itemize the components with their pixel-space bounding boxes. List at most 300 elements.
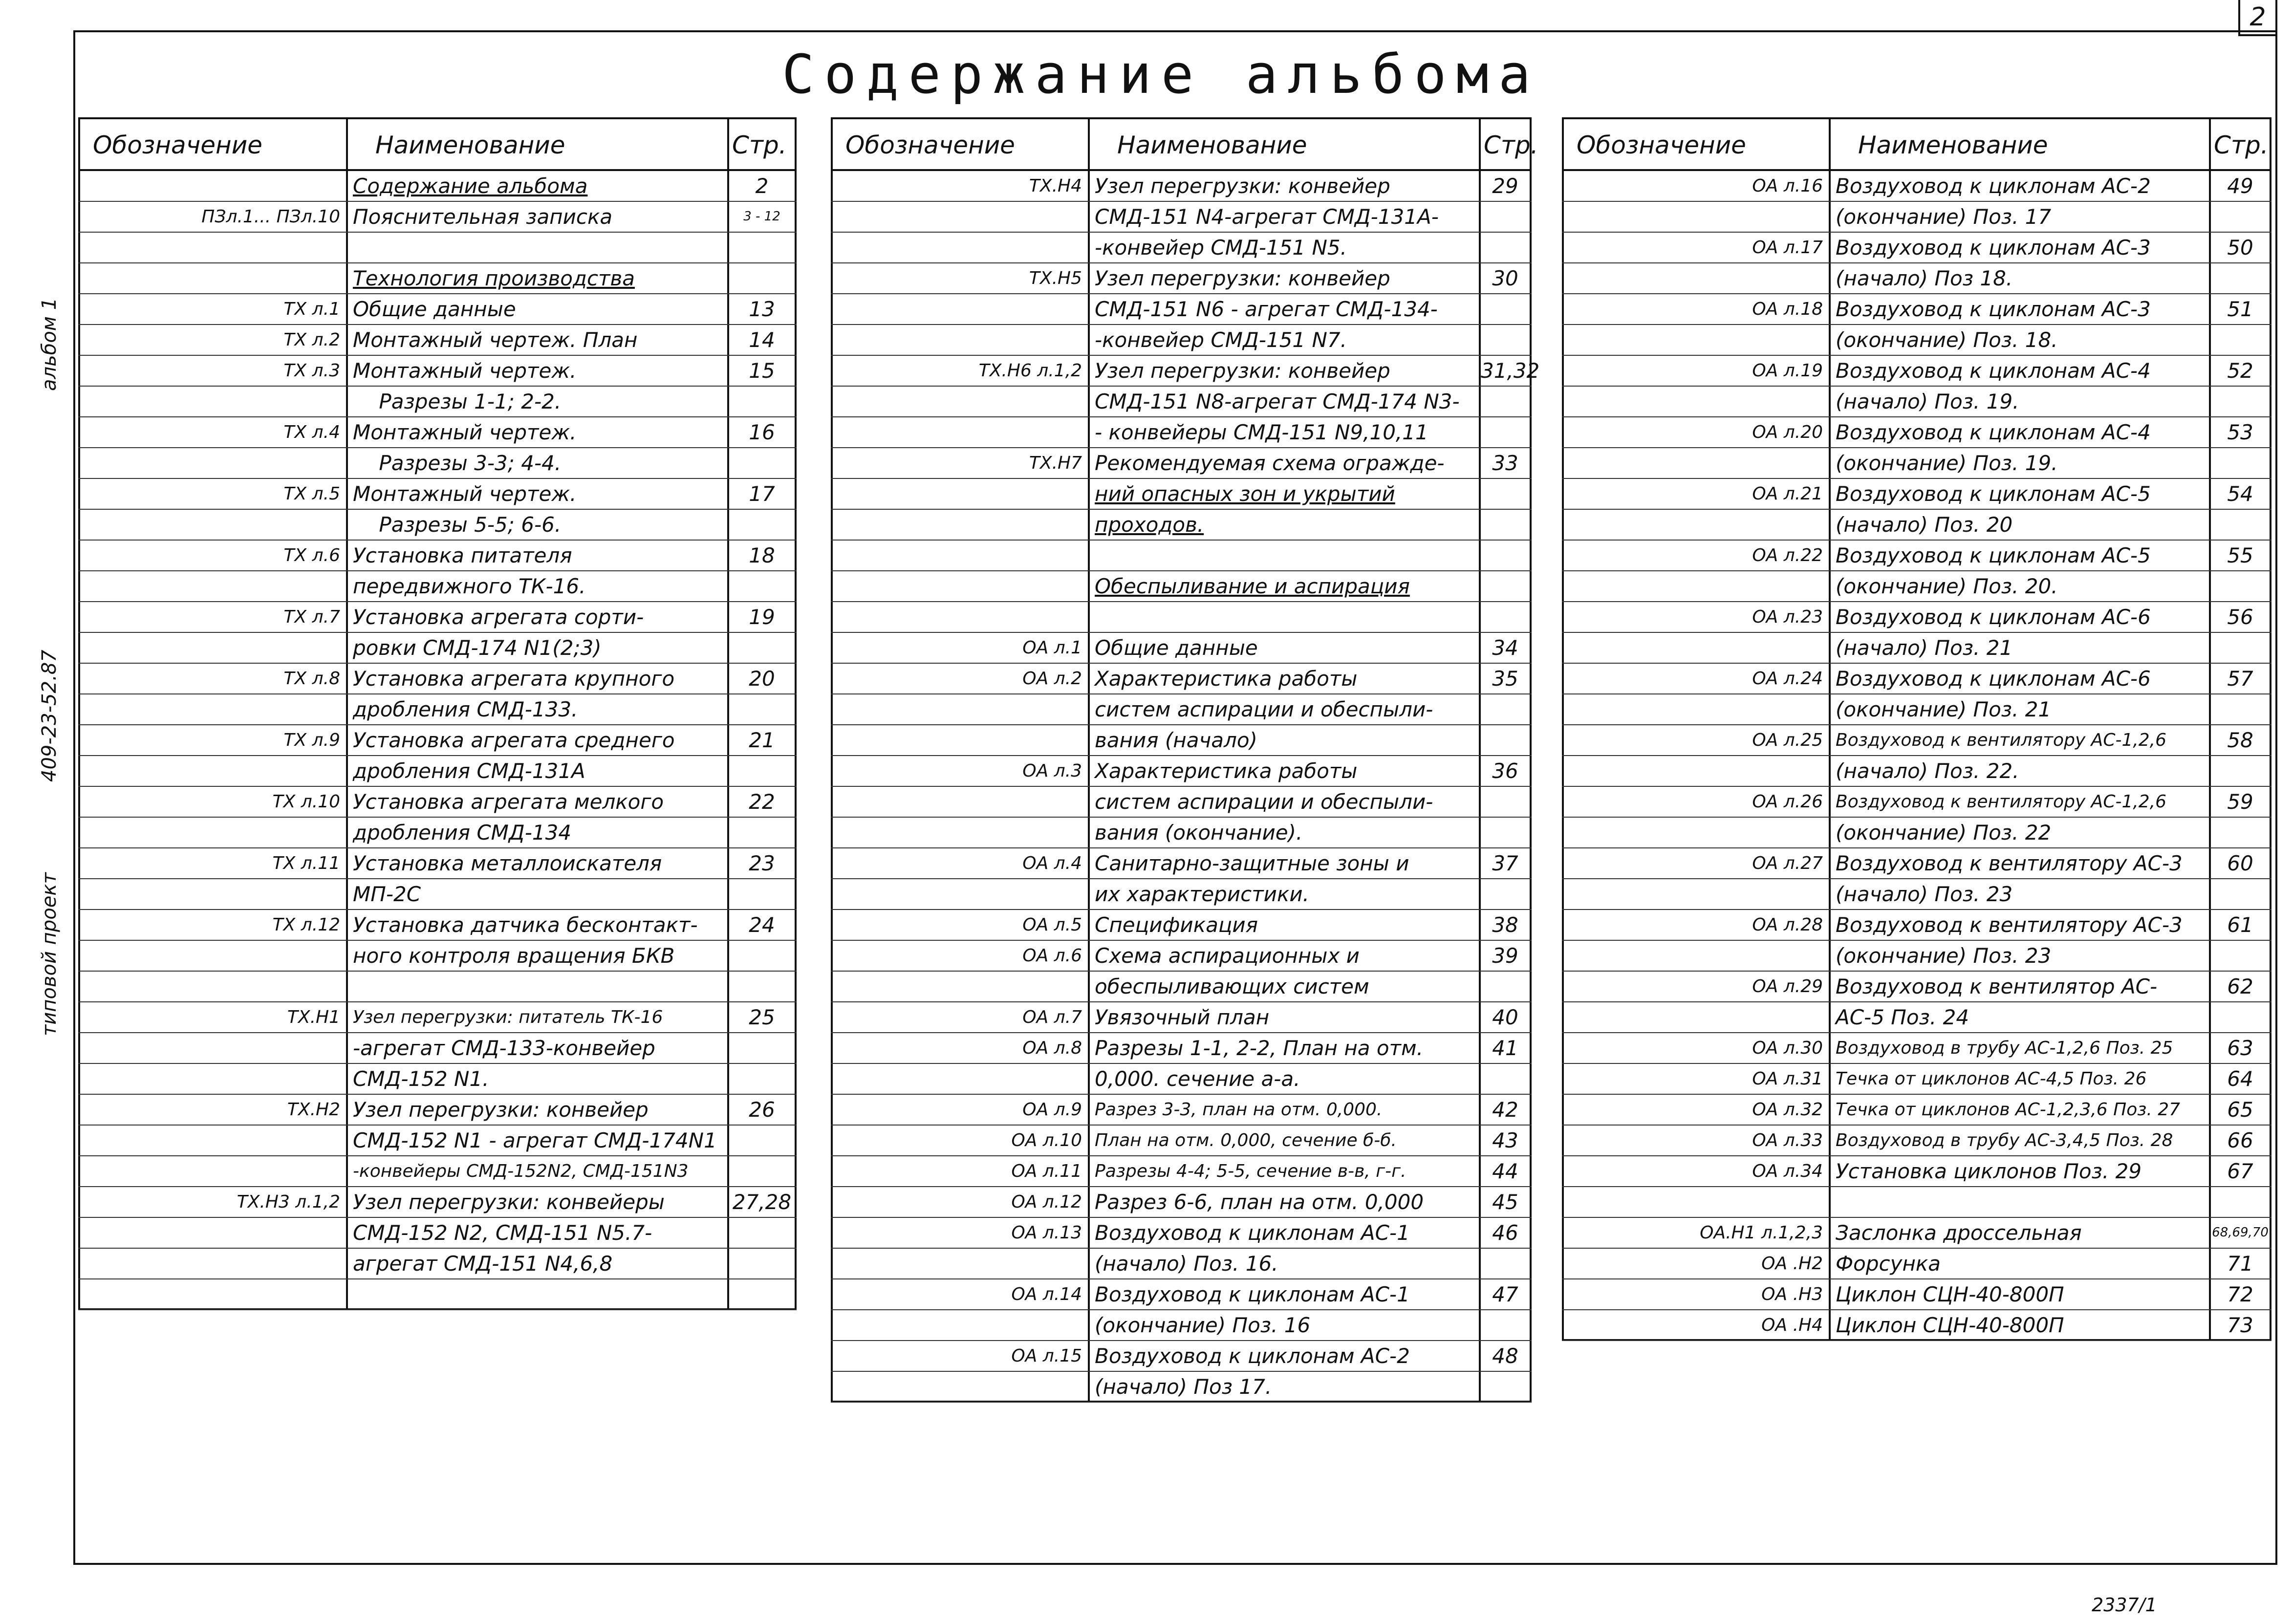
name-cell: Установка питателя — [353, 543, 572, 567]
name-cell: Воздуховод к циклонам АС-6 — [1836, 605, 2151, 629]
designation-cell — [831, 972, 1082, 1001]
name-cell: Установка агрегата крупного — [353, 667, 675, 691]
name-cell: Общие данные — [353, 297, 516, 321]
name-cell: Увязочный план — [1095, 1005, 1270, 1029]
designation-cell — [78, 941, 340, 971]
designation-cell — [78, 1033, 340, 1063]
page-cell: 17 — [749, 482, 775, 506]
page-cell: 13 — [749, 297, 775, 321]
table-row — [1562, 1249, 2271, 1279]
name-cell: Воздуховод к циклонам АС-1 — [1095, 1221, 1410, 1245]
designation-cell — [831, 202, 1082, 232]
name-cell: - конвейеры СМД-151 N9,10,11 — [1095, 420, 1428, 444]
name-cell: Характеристика работы — [1095, 667, 1358, 691]
name-cell: (окончание) Поз. 21 — [1836, 697, 2052, 721]
designation-cell — [831, 787, 1082, 817]
table-row — [78, 972, 797, 1002]
name-cell: (начало) Поз. 23 — [1836, 882, 2013, 906]
page-cell: 25 — [749, 1005, 775, 1029]
table-row — [1562, 818, 2271, 848]
page-cell — [729, 510, 795, 540]
designation-cell — [831, 479, 1082, 509]
name-cell: Узел перегрузки: конвейер — [1095, 359, 1390, 383]
page-cell — [2211, 879, 2270, 909]
table-row — [831, 818, 1532, 848]
designation-cell: ОА л.1 — [1022, 638, 1082, 658]
table-row — [78, 1095, 797, 1126]
table-row — [78, 1126, 797, 1156]
page-cell: 18 — [749, 543, 775, 567]
table-row — [831, 233, 1532, 263]
page-cell — [1481, 787, 1530, 817]
name-cell: СМД-151 N4-агрегат СМД-131А- — [1095, 205, 1439, 229]
name-cell: (начало) Поз. 16. — [1095, 1252, 1278, 1276]
designation-cell — [78, 633, 340, 663]
table-row — [831, 941, 1532, 972]
page-cell — [729, 1033, 795, 1063]
page-cell: 53 — [2227, 420, 2253, 444]
name-cell: Монтажный чертеж. — [353, 359, 577, 383]
designation-cell: ОА л.29 — [1752, 976, 1823, 996]
designation-cell — [1562, 202, 1823, 232]
page-title: Содержание альбома — [782, 43, 1541, 106]
page-cell: 57 — [2227, 667, 2253, 691]
page-cell: 72 — [2227, 1282, 2253, 1306]
name-cell: Установка агрегата мелкого — [353, 790, 664, 814]
designation-cell: ТХ л.9 — [283, 730, 340, 750]
page-cell: 46 — [1492, 1221, 1518, 1245]
page-cell — [2211, 448, 2270, 478]
table-row — [78, 1156, 797, 1187]
designation-cell — [78, 571, 340, 601]
name-cell: Установка циклонов Поз. 29 — [1836, 1159, 2142, 1183]
page-cell: 44 — [1492, 1159, 1518, 1183]
designation-cell — [78, 263, 340, 293]
designation-cell — [831, 694, 1082, 724]
designation-cell — [831, 818, 1082, 847]
page-cell — [2211, 1187, 2270, 1217]
table-row — [1562, 1218, 2271, 1249]
page-cell — [1481, 818, 1530, 847]
designation-cell: ОА л.21 — [1752, 484, 1823, 504]
designation-cell: ОА л.26 — [1752, 792, 1823, 812]
page-cell: 39 — [1492, 944, 1518, 968]
page-cell: 37 — [1492, 851, 1518, 875]
table-row — [78, 263, 797, 294]
table-row — [831, 1002, 1532, 1033]
page-cell: 61 — [2227, 913, 2253, 937]
designation-cell: ОА л.20 — [1752, 422, 1823, 442]
name-cell: Воздуховод к циклонам АС-5 — [1836, 543, 2151, 567]
name-cell: Течка от циклонов АС-1,2,3,6 Поз. 27 — [1836, 1100, 2181, 1120]
page-cell: 29 — [1492, 174, 1518, 198]
designation-cell: ТХ.Н7 — [1029, 453, 1082, 473]
name-cell: Разрез 6-6, план на отм. 0,000 — [1095, 1190, 1424, 1214]
header-name: Наименование — [1858, 131, 2048, 159]
designation-cell — [1562, 448, 1823, 478]
page-cell: 15 — [749, 359, 775, 383]
page-cell: 38 — [1492, 913, 1518, 937]
name-cell — [353, 972, 724, 1001]
name-cell: Монтажный чертеж. — [353, 420, 577, 444]
project-code: 409-23-52.87 — [38, 650, 61, 782]
designation-cell — [78, 818, 340, 847]
designation-cell — [1562, 387, 1823, 416]
name-cell: (окончание) Поз. 18. — [1836, 328, 2058, 352]
designation-cell — [78, 1218, 340, 1248]
name-cell: Разрез 3-3, план на отм. 0,000. — [1095, 1100, 1383, 1120]
designation-cell: ОА л.5 — [1022, 915, 1082, 935]
designation-cell: ТХ.Н2 — [287, 1100, 340, 1120]
designation-cell — [831, 571, 1082, 601]
page-cell — [2211, 633, 2270, 663]
name-cell: (окончание) Поз. 17 — [1836, 205, 2052, 229]
designation-cell — [78, 448, 340, 478]
table-row — [78, 387, 797, 417]
table-row — [1562, 1126, 2271, 1156]
table-row — [1562, 417, 2271, 448]
designation-cell — [1562, 756, 1823, 786]
table-row — [1562, 1002, 2271, 1033]
name-cell: Воздуховод к вентилятору АС-3 — [1836, 913, 2183, 937]
designation-cell — [831, 510, 1082, 540]
name-cell: Установка металлоискателя — [353, 851, 662, 875]
table-row — [1562, 541, 2271, 571]
designation-cell: ОА .Н4 — [1761, 1315, 1823, 1335]
page-cell — [729, 941, 795, 971]
designation-cell: ОА л.31 — [1752, 1069, 1823, 1089]
page-cell: 3 - 12 — [743, 209, 780, 224]
table-row — [1562, 972, 2271, 1002]
name-cell: Узел перегрузки: конвейеры — [353, 1190, 665, 1214]
designation-cell: ТХ л.1 — [283, 299, 340, 319]
name-cell: -конвейер СМД-151 N5. — [1095, 236, 1347, 260]
page-cell — [729, 1126, 795, 1155]
name-cell: Технология производства — [353, 266, 635, 290]
table-row — [78, 818, 797, 848]
page-cell — [1481, 294, 1530, 324]
table-row — [831, 787, 1532, 818]
table-row — [831, 848, 1532, 879]
table-header — [78, 117, 797, 171]
table-row — [831, 972, 1532, 1002]
page-cell: 42 — [1492, 1098, 1518, 1122]
designation-cell — [831, 1372, 1082, 1402]
designation-cell: ОА л.13 — [1011, 1223, 1082, 1243]
designation-cell — [831, 233, 1082, 262]
designation-cell — [78, 233, 340, 262]
table-row — [78, 356, 797, 387]
designation-cell — [78, 1126, 340, 1155]
designation-cell: ОА л.16 — [1752, 176, 1823, 196]
page-cell — [729, 756, 795, 786]
name-cell: Узел перегрузки: питатель ТК-16 — [353, 1007, 663, 1027]
name-cell: вания (окончание). — [1095, 821, 1303, 844]
table-row — [78, 294, 797, 325]
table-row — [1562, 910, 2271, 941]
table-row — [1562, 1279, 2271, 1310]
table-row — [831, 510, 1532, 541]
name-cell: Воздуховод к циклонам АС-2 — [1095, 1344, 1410, 1368]
name-cell: ний опасных зон и укрытий — [1095, 482, 1395, 506]
designation-cell — [78, 171, 340, 201]
designation-cell — [1562, 879, 1823, 909]
designation-cell: ТХ л.12 — [272, 915, 340, 935]
designation-cell: ПЗл.1... ПЗл.10 — [201, 207, 340, 227]
name-cell: агрегат СМД-151 N4,6,8 — [353, 1252, 613, 1276]
designation-cell: ОА л.22 — [1752, 545, 1823, 565]
table-row — [831, 1126, 1532, 1156]
table-row — [831, 541, 1532, 571]
designation-cell: ТХ л.4 — [283, 422, 340, 442]
table-row — [831, 1187, 1532, 1218]
table-row — [1562, 1095, 2271, 1126]
table-row — [831, 1341, 1532, 1372]
page-cell — [2211, 756, 2270, 786]
page-cell: 68,69,70 — [2212, 1225, 2269, 1240]
name-cell: Установка агрегата сорти- — [353, 605, 644, 629]
designation-cell: ТХ.Н3 л.1,2 — [237, 1192, 340, 1212]
table-row — [78, 787, 797, 818]
page-cell: 14 — [749, 328, 775, 352]
table-row — [78, 602, 797, 633]
designation-cell: ТХ л.2 — [283, 330, 340, 350]
designation-cell — [78, 387, 340, 416]
designation-cell: ОА л.24 — [1752, 669, 1823, 689]
designation-cell: ОА л.4 — [1022, 853, 1082, 873]
name-cell: АС-5 Поз. 24 — [1836, 1005, 1969, 1029]
name-cell: Разрезы 5-5; 6-6. — [353, 513, 562, 537]
table-row — [1562, 479, 2271, 510]
table-row — [1562, 1064, 2271, 1095]
name-cell: Воздуховод к вентилятор АС- — [1836, 974, 2158, 998]
name-cell: -конвейеры СМД-152N2, СМД-151N3 — [353, 1161, 689, 1181]
table-row — [831, 1310, 1532, 1341]
page-cell: 27,28 — [732, 1190, 792, 1214]
table-row — [78, 1033, 797, 1064]
table-row — [1562, 325, 2271, 356]
page-cell — [1481, 602, 1530, 632]
name-cell: Санитарно-защитные зоны и — [1095, 851, 1409, 875]
table-row — [1562, 694, 2271, 725]
designation-cell — [78, 879, 340, 909]
name-cell: (начало) Поз. 21 — [1836, 636, 2013, 660]
page-cell: 33 — [1492, 451, 1518, 475]
page-cell: 34 — [1492, 636, 1518, 660]
name-cell: Воздуховод к циклонам АС-6 — [1836, 667, 2151, 691]
name-cell: СМД-151 N6 - агрегат СМД-134- — [1095, 297, 1438, 321]
designation-cell: ТХ л.8 — [283, 669, 340, 689]
table-row — [831, 356, 1540, 387]
name-cell: Воздуховод к циклонам АС-5 — [1836, 482, 2151, 506]
designation-cell: ОА л.25 — [1752, 730, 1823, 750]
designation-cell: ОА л.33 — [1752, 1130, 1823, 1150]
table-row — [1562, 202, 2271, 233]
designation-cell — [78, 694, 340, 724]
table-row — [1562, 787, 2271, 818]
table-row — [78, 448, 797, 479]
designation-cell — [831, 725, 1082, 755]
table-row — [831, 387, 1532, 417]
table-row — [831, 664, 1532, 694]
page-cell: 58 — [2227, 728, 2253, 752]
designation-cell: ОА л.28 — [1752, 915, 1823, 935]
page-cell — [1481, 1249, 1530, 1278]
table-row — [78, 1218, 797, 1249]
table-row — [1562, 848, 2271, 879]
name-cell: Воздуховод к циклонам АС-3 — [1836, 236, 2151, 260]
page-cell — [729, 233, 795, 262]
name-cell — [1836, 1187, 2206, 1217]
designation-cell — [1562, 1187, 1823, 1217]
page-cell: 30 — [1492, 266, 1518, 290]
table-row — [1562, 664, 2271, 694]
designation-cell: ОА л.14 — [1011, 1284, 1082, 1304]
page-cell — [1481, 510, 1530, 540]
table-row — [78, 664, 797, 694]
name-cell: Воздуховод к циклонам АС-1 — [1095, 1282, 1410, 1306]
page-cell — [1481, 479, 1530, 509]
table-row — [831, 1218, 1532, 1249]
page-cell — [729, 879, 795, 909]
page-cell — [2211, 941, 2270, 971]
page-cell — [2211, 818, 2270, 847]
page-cell: 51 — [2227, 297, 2253, 321]
designation-cell — [831, 1249, 1082, 1278]
table-row — [78, 633, 797, 664]
header-page: Стр. — [2214, 131, 2269, 159]
table-row — [1562, 756, 2271, 787]
designation-cell: ТХ.Н5 — [1029, 268, 1082, 288]
page-cell — [1481, 1310, 1530, 1340]
page-number: 2 — [2238, 0, 2277, 36]
table-row — [78, 1064, 797, 1095]
table-header — [1562, 117, 2271, 171]
page-cell: 21 — [749, 728, 775, 752]
archive-code: 2337/1 — [2092, 1594, 2157, 1616]
name-cell: Узел перегрузки: конвейер — [1095, 174, 1390, 198]
table-row — [831, 1249, 1532, 1279]
table-row — [831, 725, 1532, 756]
name-cell: Воздуховод в трубу АС-1,2,6 Поз. 25 — [1836, 1038, 2173, 1058]
name-cell: Заслонка дроссельная — [1836, 1221, 2082, 1245]
name-cell: проходов. — [1095, 513, 1204, 537]
header-page: Стр. — [732, 131, 787, 159]
designation-cell: ОА л.32 — [1752, 1100, 1823, 1120]
table-row — [78, 541, 797, 571]
page-cell — [2211, 571, 2270, 601]
table-row — [78, 510, 797, 541]
designation-cell — [831, 294, 1082, 324]
page-cell — [1481, 233, 1530, 262]
page-cell: 22 — [749, 790, 775, 814]
table-row — [831, 479, 1532, 510]
page-cell — [729, 1249, 795, 1278]
table-row — [831, 571, 1532, 602]
name-cell: (начало) Поз. 19. — [1836, 390, 2019, 413]
name-cell: (окончание) Поз. 19. — [1836, 451, 2058, 475]
name-cell: дробления СМД-134 — [353, 821, 572, 844]
designation-cell: ТХ л.5 — [283, 484, 340, 504]
designation-cell: ОА л.10 — [1011, 1130, 1082, 1150]
name-cell: Циклон СЦН-40-800П — [1836, 1282, 2064, 1306]
table-row — [1562, 1310, 2271, 1341]
table-row — [831, 602, 1532, 633]
page-cell: 40 — [1492, 1005, 1518, 1029]
name-cell: Содержание альбома — [353, 174, 588, 198]
page-cell: 24 — [749, 913, 775, 937]
table-row — [1562, 263, 2271, 294]
page-cell — [1481, 1064, 1530, 1094]
table-row — [78, 725, 797, 756]
table-row — [1562, 1156, 2271, 1187]
name-cell: дробления СМД-133. — [353, 697, 578, 721]
name-cell: Воздуховод к вентилятору АС-1,2,6 — [1836, 730, 2167, 750]
designation-cell — [831, 325, 1082, 355]
name-cell: (окончание) Поз. 23 — [1836, 944, 2052, 968]
table-row — [831, 1372, 1532, 1403]
page-cell — [1481, 541, 1530, 570]
designation-cell — [78, 756, 340, 786]
name-cell: Воздуховод к циклонам АС-3 — [1836, 297, 2151, 321]
designation-cell: ОА л.2 — [1022, 669, 1082, 689]
table-row — [1562, 448, 2271, 479]
name-cell: (окончание) Поз. 16 — [1095, 1313, 1311, 1337]
name-cell — [1095, 541, 1476, 570]
designation-cell — [78, 1249, 340, 1278]
page-cell: 67 — [2227, 1159, 2253, 1183]
page-cell: 60 — [2227, 851, 2253, 875]
designation-cell — [78, 1064, 340, 1094]
table-row — [1562, 233, 2271, 263]
designation-cell — [831, 387, 1082, 416]
designation-cell: ОА л.9 — [1022, 1100, 1082, 1120]
name-cell: СМД-152 N1. — [353, 1067, 489, 1091]
name-cell: Воздуховод к циклонам АС-2 — [1836, 174, 2151, 198]
name-cell: Разрезы 4-4; 5-5, сечение в-в, г-г. — [1095, 1161, 1406, 1181]
page-cell: 71 — [2227, 1252, 2253, 1276]
table-row — [78, 171, 797, 202]
page-cell: 23 — [749, 851, 775, 875]
page-cell — [1481, 571, 1530, 601]
table-row — [831, 879, 1532, 910]
designation-cell: ТХ л.11 — [272, 853, 340, 873]
designation-cell: ОА л.12 — [1011, 1192, 1082, 1212]
designation-cell: ОА .Н2 — [1761, 1254, 1823, 1274]
page-cell: 52 — [2227, 359, 2253, 383]
name-cell: их характеристики. — [1095, 882, 1309, 906]
table-row — [831, 294, 1532, 325]
name-cell: Установка агрегата среднего — [353, 728, 675, 752]
name-cell: Воздуховод к циклонам АС-4 — [1836, 359, 2151, 383]
page-cell — [1481, 417, 1530, 447]
name-cell: Воздуховод к вентилятору АС-1,2,6 — [1836, 792, 2167, 812]
name-cell: Узел перегрузки: конвейер — [1095, 266, 1390, 290]
page-cell — [729, 694, 795, 724]
name-cell: План на отм. 0,000, сечение б-б. — [1095, 1130, 1397, 1150]
designation-cell: ОА л.27 — [1752, 853, 1823, 873]
name-cell: (начало) Поз. 20 — [1836, 513, 2013, 537]
table-row — [78, 910, 797, 941]
name-cell: СМД-151 N8-агрегат СМД-174 N3- — [1095, 390, 1460, 413]
table-row — [1562, 356, 2271, 387]
name-cell: (начало) Поз 17. — [1095, 1375, 1272, 1399]
page-cell — [1481, 202, 1530, 232]
page-cell — [729, 972, 795, 1001]
designation-cell — [831, 1310, 1082, 1340]
page-cell — [729, 633, 795, 663]
name-cell: (окончание) Поз. 22 — [1836, 821, 2052, 844]
